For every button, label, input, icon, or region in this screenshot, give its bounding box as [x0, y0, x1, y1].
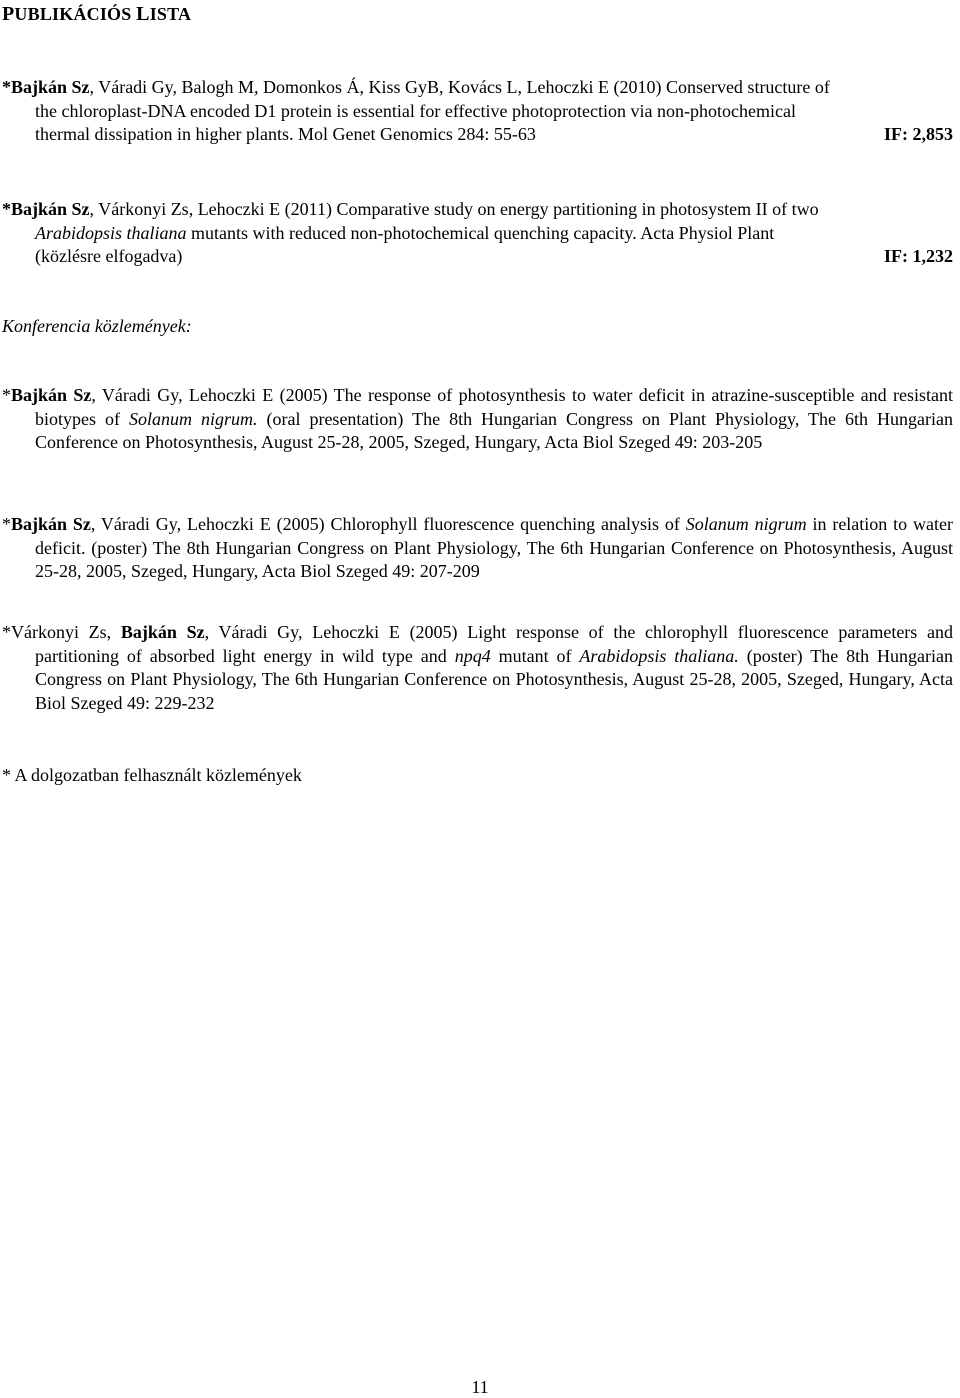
- publication-entry-1: *Bajkán Sz, Váradi Gy, Balogh M, Domonkos Á, Kiss GyB, Kovács L, Lehoczki E (2010) Conserved structure of the chloroplast-DNA encoded D1 protein is essential for effective photoprotection via non-photochemical thermal dissipation in higher plants. Mol Genet Genomics 284: 55-63 IF: 2,853: [2, 76, 953, 147]
- conference-heading: Konferencia közlemények:: [2, 316, 192, 336]
- page-number: 11: [471, 1377, 489, 1397]
- conference-entry-3: *Várkonyi Zs, Bajkán Sz, Váradi Gy, Lehoczki E (2005) Light response of the chlorophyll fluorescence parameters and partitioning of absorbed light energy in wild type and npq4 mutant of Arabidopsis thaliana. (poster) The 8th Hungarian Congress on Plant Physiology, The 6th Hungarian Conference on Photosynthesis, August 25-28, 2005, Szeged, Hungary, Acta Biol Szeged 49: 229-232: [2, 622, 953, 713]
- author-highlight: Bajkán Sz: [11, 385, 92, 405]
- species-name: Solanum nigrum: [685, 514, 807, 534]
- gene-name: npq4: [454, 645, 491, 666]
- author-highlight: Bajkán Sz: [120, 622, 205, 642]
- author-highlight: Bajkán Sz: [11, 514, 91, 534]
- conference-entry-1: *Bajkán Sz, Váradi Gy, Lehoczki E (2005) The response of photosynthesis to water deficit in atrazine-susceptible and resistant biotypes of Solanum nigrum. (oral presentation) The 8th Hungarian Congress on Plant Physiology, The 6th Hungarian Conference on Photosynthesis, August 25-28, 2005, Szeged, Hungary, Acta Biol Szeged 49: 203-205: [2, 385, 954, 452]
- author-highlight: Bajkán Sz: [11, 77, 90, 97]
- impact-factor: IF: 2,853: [884, 124, 953, 144]
- impact-factor: IF: 1,232: [884, 246, 953, 266]
- footnote: * A dolgozatban felhasznált közlemények: [2, 765, 302, 785]
- author-highlight: Bajkán Sz: [11, 199, 90, 219]
- conference-entry-2: *Bajkán Sz, Váradi Gy, Lehoczki E (2005) Chlorophyll fluorescence quenching analysis of Solanum nigrum in relation to water deficit. (poster) The 8th Hungarian Congress on Plant Physiology, The 6th Hungarian Conference on Photosynthesis, August 25-28, 2005, Szeged, Hungary, Acta Biol Szeged 49: 207-209: [2, 514, 953, 581]
- species-name: Solanum nigrum.: [128, 408, 258, 429]
- species-name: Arabidopsis thaliana.: [579, 645, 739, 666]
- species-name: Arabidopsis thaliana: [35, 222, 187, 243]
- publication-entry-2: *Bajkán Sz, Várkonyi Zs, Lehoczki E (2011) Comparative study on energy partitioning in photosystem II of two Arabidopsis thaliana mutants with reduced non-photochemical quenching capacity. Acta Physiol Plant (közlésre elfogadva) IF: 1,232: [2, 198, 953, 269]
- page-title: PUBLIKÁCIÓS LISTA: [2, 3, 192, 25]
